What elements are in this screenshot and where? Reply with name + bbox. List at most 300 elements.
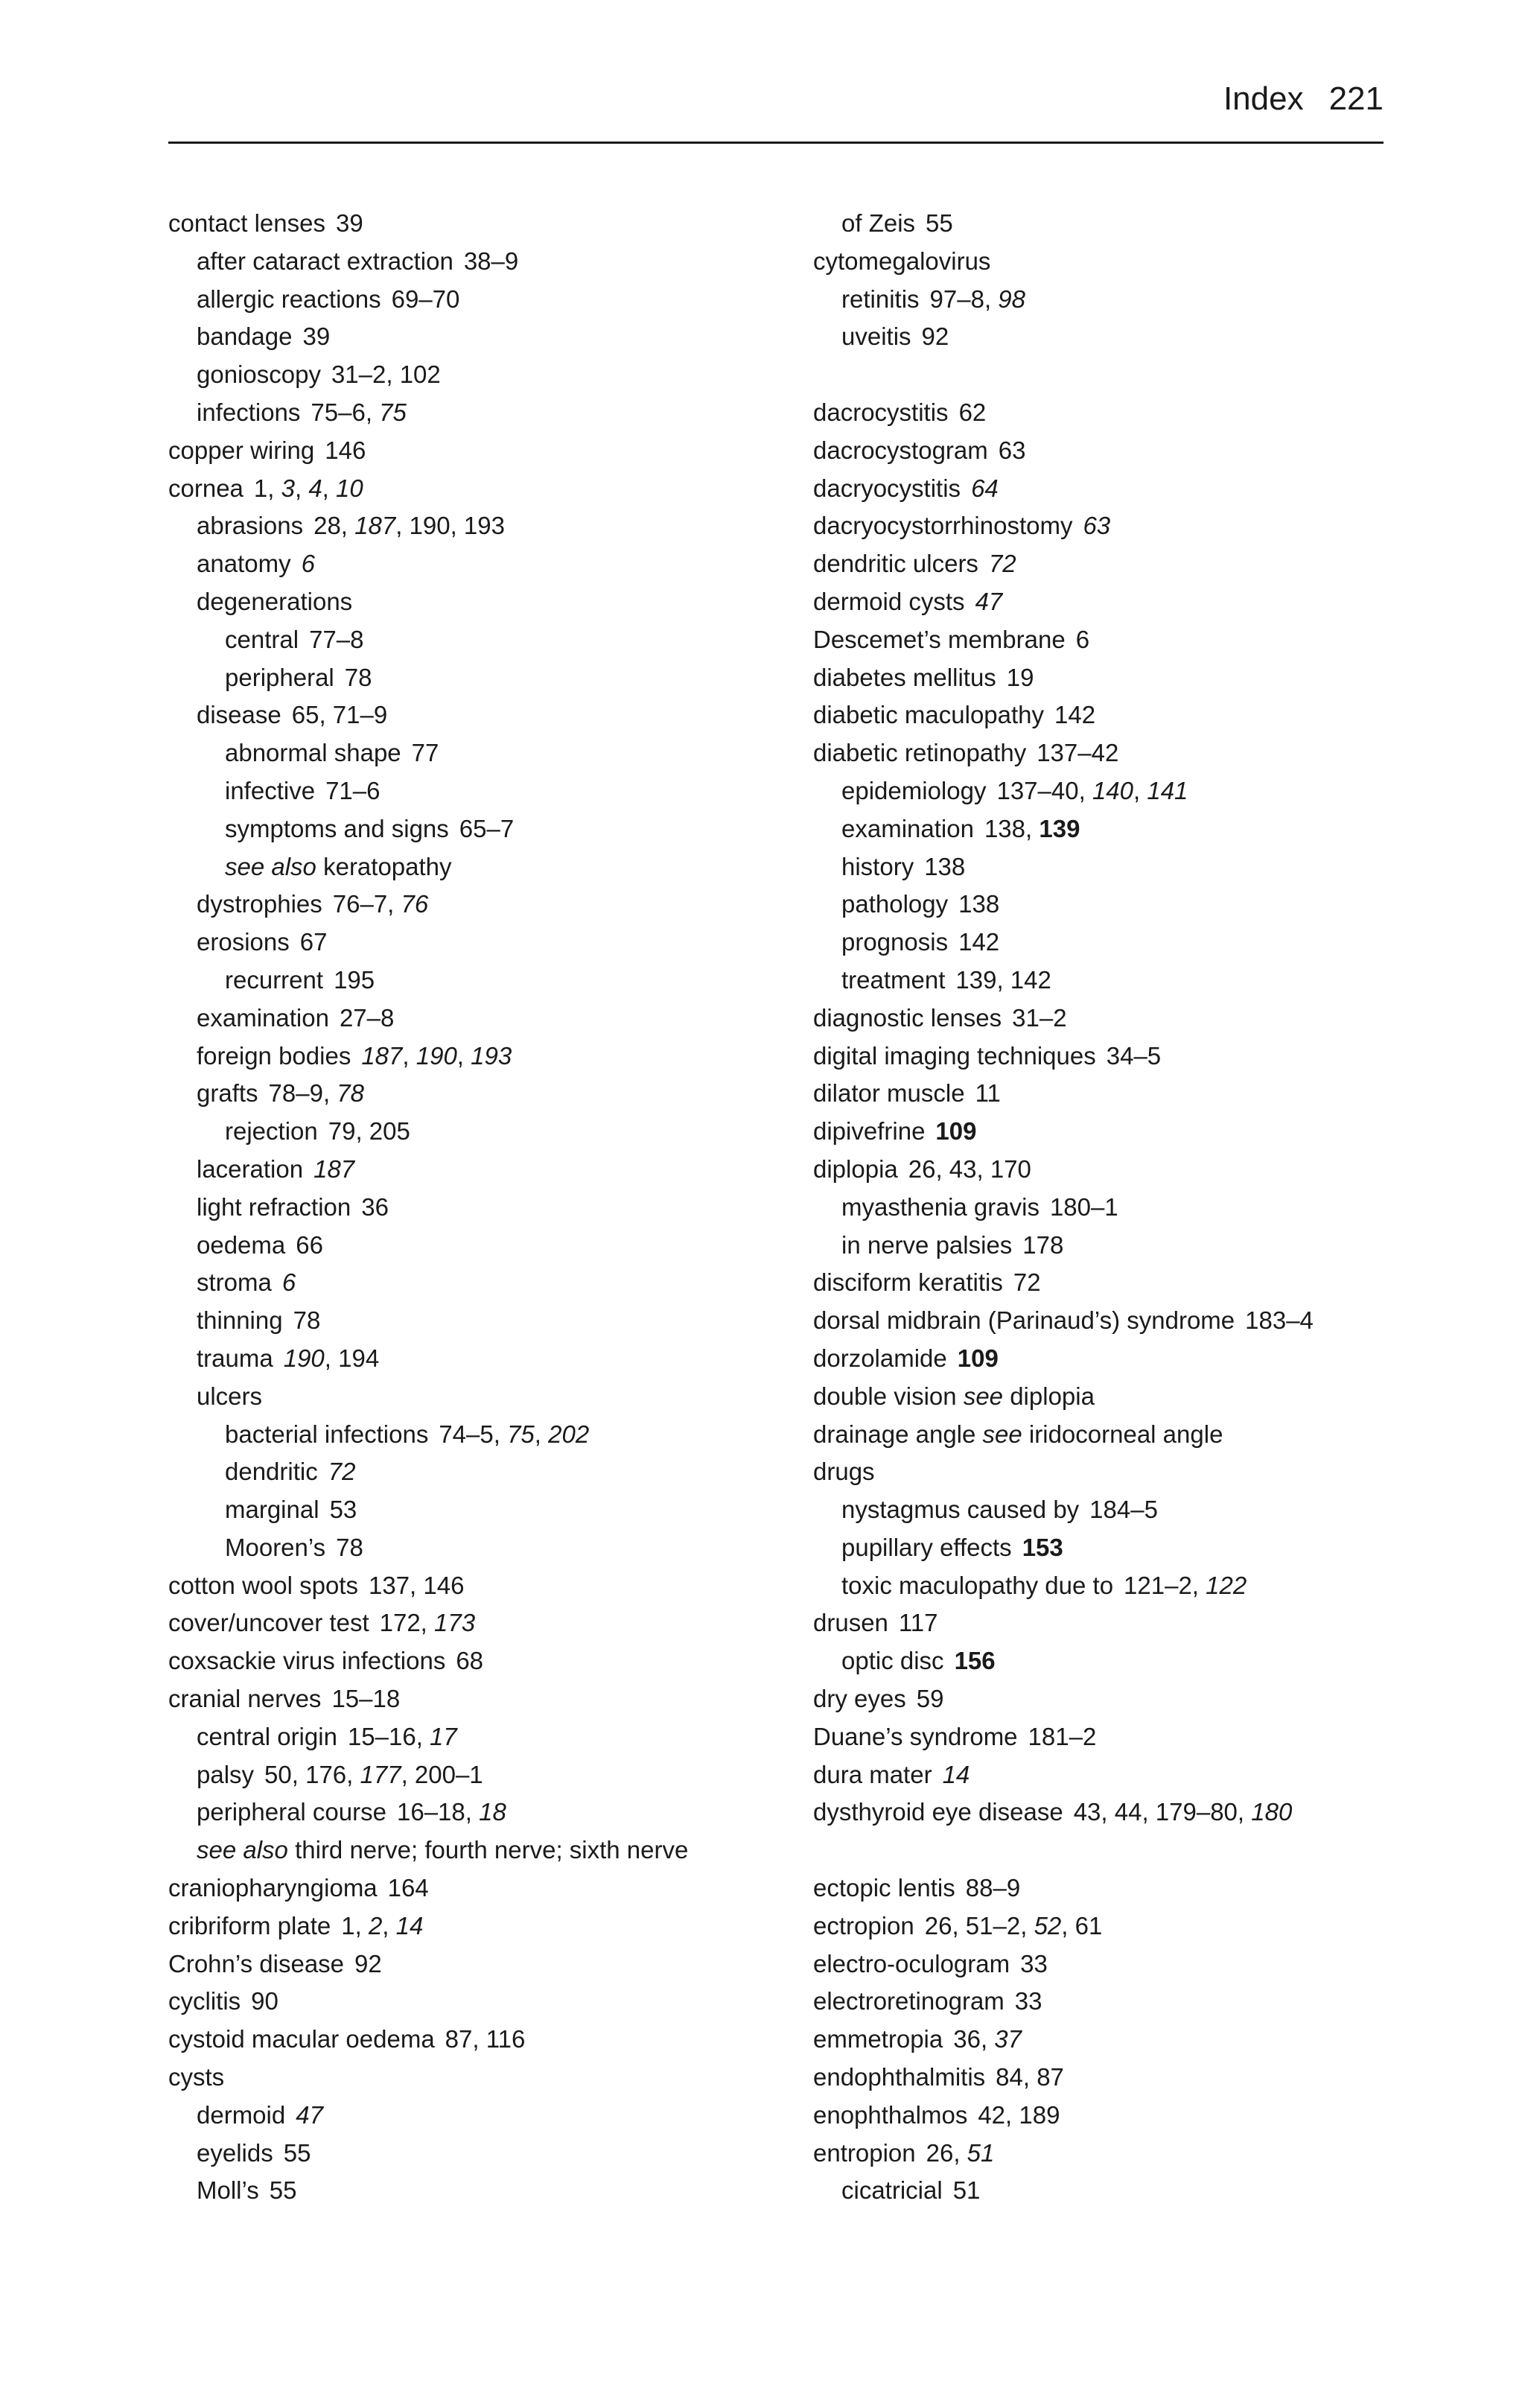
page-ref: 146 (325, 436, 366, 464)
index-subentry (813, 810, 1431, 848)
term-text: infective (225, 776, 316, 804)
page-references (1124, 1572, 1247, 1599)
page-ref: 180–1 (1049, 1192, 1118, 1221)
term-text: dysthyroid eye disease (813, 1798, 1063, 1826)
term-text: uveitis (841, 323, 911, 351)
page-references (439, 1420, 589, 1448)
entry-term (168, 1685, 321, 1712)
entry-term (197, 1836, 688, 1864)
index-subentry (168, 1038, 786, 1076)
entry-term (197, 247, 453, 275)
index-entry (168, 1907, 786, 1945)
page-ref: 50, 176, (264, 1760, 360, 1788)
index-subentry (168, 734, 786, 772)
term-text: examination (841, 814, 974, 842)
entry-term (225, 739, 401, 766)
term-text: see (963, 1382, 1004, 1410)
page-ref: 109 (957, 1344, 999, 1372)
term-text: copper wiring (168, 436, 315, 464)
entry-term (813, 1723, 1018, 1750)
entry-term (841, 1231, 1012, 1259)
index-entry (813, 1000, 1431, 1038)
page-references (333, 890, 428, 918)
entry-term (813, 1004, 1002, 1032)
page-ref: 16–18, (396, 1798, 480, 1826)
term-text: dura mater (813, 1760, 932, 1788)
entry-term (197, 1042, 351, 1070)
entry-term (168, 1912, 331, 1940)
entry-term (813, 1306, 1235, 1334)
term-text: abnormal shape (225, 739, 401, 767)
page-ref: 76 (401, 890, 429, 918)
page-ref: 26, 43, 170 (908, 1154, 1031, 1183)
term-text: nystagmus caused by (841, 1496, 1080, 1524)
page-ref: 33 (1020, 1949, 1048, 1977)
page-references (328, 1458, 356, 1485)
page-references (300, 928, 328, 956)
entry-term (225, 777, 315, 804)
entry-term (813, 1042, 1096, 1070)
index-subentry (813, 1189, 1431, 1227)
page-ref: 39 (302, 323, 331, 351)
index-entry (813, 1113, 1431, 1151)
index-entry (168, 1869, 786, 1907)
entry-term (813, 1685, 906, 1712)
page-ref: 47 (975, 587, 1003, 615)
entry-term (841, 1193, 1040, 1221)
page-references (282, 1268, 296, 1296)
page-references (996, 777, 1188, 804)
page-ref: 187 (313, 1154, 355, 1183)
entry-term (813, 2139, 916, 2167)
page-ref: 98 (998, 285, 1025, 313)
page-references (459, 815, 514, 842)
page-ref: , (382, 1911, 396, 1940)
term-text: Moll’s (197, 2176, 259, 2205)
index-subentry (168, 1491, 786, 1529)
entry-term (813, 2025, 943, 2053)
page-references (251, 1987, 278, 2015)
page-ref: , 190, 193 (395, 512, 505, 540)
index-entry (813, 2021, 1431, 2059)
index-subentry (168, 1302, 786, 1340)
entry-term (813, 1382, 1095, 1410)
page-references (380, 1609, 475, 1636)
page-references (975, 588, 1003, 615)
page-references (899, 1609, 938, 1636)
index-subentry (813, 1227, 1431, 1265)
page-references (1012, 1004, 1066, 1032)
index-entry (813, 734, 1431, 772)
page-references (959, 398, 987, 426)
page-ref: 51 (952, 2176, 981, 2205)
page-ref: 27–8 (339, 1003, 395, 1032)
page-references (1022, 1231, 1063, 1259)
term-text: treatment (841, 965, 946, 994)
page-ref: 1, (341, 1911, 369, 1940)
term-text: dipivefrine (813, 1117, 926, 1146)
index-entry (168, 1983, 786, 2021)
page-references (340, 1004, 394, 1032)
page-references (325, 777, 380, 804)
entry-term (197, 1344, 273, 1372)
page-ref: 67 (299, 928, 328, 956)
index-entry (813, 1907, 1431, 1945)
page-references (361, 1193, 389, 1221)
term-text: myasthenia gravis (841, 1192, 1040, 1221)
term-text: abrasions (197, 512, 304, 540)
page-ref: 59 (916, 1685, 944, 1713)
page-references (445, 2025, 526, 2053)
page-references (924, 853, 965, 880)
page-references (996, 2063, 1064, 2091)
entry-term (841, 1572, 1113, 1599)
page-ref: 74–5, (439, 1420, 508, 1448)
page-ref: 87, 116 (445, 2025, 526, 2053)
term-text: examination (197, 1003, 329, 1032)
index-subentry (168, 696, 786, 734)
entry-term (841, 1534, 1012, 1561)
entry-term (168, 1572, 358, 1599)
page-ref: 183–4 (1245, 1306, 1314, 1335)
entry-term (813, 1761, 932, 1788)
index-entry (813, 394, 1431, 432)
index-entry (168, 2021, 786, 2059)
index-entry (813, 432, 1431, 470)
index-entry (168, 1642, 786, 1680)
page-ref: 172, (379, 1609, 435, 1637)
entry-term (225, 1420, 428, 1448)
term-text: cranial nerves (168, 1685, 322, 1713)
page-references (388, 1874, 429, 1902)
index-entry (813, 1378, 1431, 1416)
page-references (296, 2101, 323, 2129)
term-text: contact lenses (168, 209, 325, 237)
index-entry (168, 470, 786, 508)
entry-term (197, 1004, 329, 1032)
index-subentry (168, 772, 786, 810)
term-text: Duane’s syndrome (813, 1722, 1018, 1750)
page-ref: 88–9 (965, 1874, 1021, 1902)
index-entry (813, 1075, 1431, 1113)
entry-term (168, 436, 314, 464)
page-references (456, 1647, 483, 1674)
index-entry (168, 1567, 786, 1605)
page-references (296, 1231, 323, 1259)
term-text: ectropion (813, 1911, 914, 1940)
entry-term (197, 285, 381, 313)
term-text: double vision (813, 1382, 964, 1410)
entry-term (813, 247, 990, 275)
term-text: dendritic (225, 1458, 318, 1486)
index-column-right (813, 205, 1431, 2210)
page-ref: 187 (361, 1041, 403, 1070)
term-text: infections (197, 398, 301, 426)
page-ref: 180 (1251, 1798, 1293, 1826)
term-text: epidemiology (841, 776, 987, 804)
page-ref: 137–40, (996, 776, 1092, 804)
page-ref: 71–6 (325, 776, 381, 804)
page-references (925, 1912, 1103, 1940)
page-references (392, 285, 460, 313)
page-ref: 42, 189 (978, 2100, 1060, 2129)
term-text: see (982, 1420, 1022, 1448)
page-references (930, 285, 1025, 313)
term-text: history (841, 852, 914, 880)
term-text: see also (225, 852, 316, 880)
page-ref: 72 (988, 550, 1016, 578)
term-text: diagnostic lenses (813, 1003, 1002, 1032)
entry-term (225, 1496, 319, 1523)
entry-term (197, 1306, 283, 1334)
term-text: anatomy (197, 550, 291, 578)
page-ref: 190 (416, 1041, 457, 1070)
page-references (331, 360, 441, 388)
entry-term (841, 777, 986, 804)
page-references (293, 1306, 321, 1334)
index-subentry (813, 1491, 1431, 1529)
term-text: dorsal midbrain (Parinaud’s) syndrome (813, 1306, 1235, 1335)
page-references (397, 1798, 506, 1826)
index-entry (813, 1604, 1431, 1642)
page-ref: 109 (935, 1117, 977, 1146)
term-text: emmetropia (813, 2025, 943, 2053)
entry-term (168, 2063, 224, 2091)
term-text: central origin (197, 1722, 337, 1750)
entry-term (841, 2176, 943, 2204)
term-text: cornea (168, 474, 243, 502)
page-ref: 138, (984, 814, 1040, 842)
index-entry (813, 1151, 1431, 1189)
page-ref: 28, (313, 512, 355, 540)
page-ref: 69–70 (391, 285, 460, 313)
index-entry (168, 1945, 786, 1983)
page-references (922, 323, 949, 350)
term-text: dacrocystitis (813, 398, 949, 426)
page-ref: 140 (1092, 776, 1133, 804)
index-subentry (168, 1378, 786, 1416)
entry-term (813, 550, 978, 577)
index-entry (168, 205, 786, 243)
page-ref: 137–42 (1037, 739, 1119, 767)
term-text: dendritic ulcers (813, 550, 978, 578)
blank-line (813, 1832, 1431, 1869)
page-ref: , (294, 474, 309, 502)
term-text: grafts (197, 1079, 258, 1108)
term-text: prognosis (841, 928, 949, 956)
entry-term (168, 474, 243, 502)
page-ref: 142 (1054, 701, 1096, 729)
index-entry (168, 1680, 786, 1718)
index-subentry (168, 2135, 786, 2173)
term-text: central (225, 625, 299, 653)
term-text: dermoid cysts (813, 587, 965, 615)
entry-term (813, 1079, 965, 1107)
index-entry (168, 1604, 786, 1642)
page-ref: 164 (387, 1874, 429, 1902)
page-references (302, 323, 330, 350)
index-entry (813, 1416, 1431, 1454)
page-ref: 18 (479, 1798, 506, 1826)
page-header (168, 80, 1384, 144)
page-ref: 72 (328, 1458, 356, 1486)
index-subentry (168, 356, 786, 394)
page-ref: 68 (456, 1647, 484, 1675)
index-entry (813, 1302, 1431, 1340)
entry-term (841, 966, 945, 994)
term-text: laceration (197, 1154, 304, 1183)
index-subentry (168, 886, 786, 924)
page-ref: 31–2, 102 (331, 360, 441, 389)
page-ref: , 200–1 (401, 1760, 483, 1788)
index-subentry (168, 1832, 786, 1869)
entry-term (197, 1798, 386, 1826)
page-references (336, 1534, 363, 1561)
term-text: diabetic retinopathy (813, 739, 1027, 767)
term-text: allergic reactions (197, 285, 381, 313)
page-references (1107, 1042, 1161, 1070)
index-entry (813, 659, 1431, 697)
entry-term (841, 209, 915, 237)
index-subentry (813, 1642, 1431, 1680)
index-subentry (813, 2172, 1431, 2210)
term-text: electro-oculogram (813, 1949, 1010, 1977)
page-ref: 77–8 (309, 625, 364, 653)
page-references (926, 209, 953, 237)
entry-term (197, 2101, 285, 2129)
term-text: palsy (197, 1760, 255, 1788)
page-ref: 11 (975, 1079, 1001, 1108)
entry-term (225, 626, 299, 653)
term-text: dacrocystogram (813, 436, 988, 464)
index-subentry (813, 886, 1431, 924)
page-ref: 97–8, (929, 285, 999, 313)
page-references (412, 739, 439, 766)
page-references (975, 1079, 1001, 1107)
term-text: erosions (197, 928, 290, 956)
term-text: recurrent (225, 965, 324, 994)
page-references (953, 2176, 981, 2204)
term-text: see also (197, 1836, 288, 1864)
page-references (341, 1912, 423, 1940)
entry-term (197, 1723, 337, 1750)
term-text: cotton wool spots (168, 1571, 358, 1599)
index-entry (813, 1945, 1431, 1983)
page-ref: , 194 (324, 1344, 380, 1372)
page-ref: 195 (334, 965, 375, 994)
entry-term (813, 474, 961, 502)
page-ref: 76–7, (332, 890, 401, 918)
running-title: Index (1223, 80, 1304, 117)
page-references (325, 436, 366, 464)
page-ref: 193 (471, 1041, 512, 1070)
term-text: diabetic maculopathy (813, 701, 1045, 729)
index-subentry (168, 1113, 786, 1151)
index-entry (168, 432, 786, 470)
entry-term (197, 928, 290, 956)
index-subentry (168, 1151, 786, 1189)
page-references (1013, 1268, 1041, 1296)
page-references (1074, 1798, 1293, 1826)
entry-term (813, 1987, 1005, 2015)
entry-term (841, 815, 974, 842)
page-ref: 37 (994, 2025, 1022, 2053)
page-references (1050, 1193, 1118, 1221)
term-text: dacryocystorrhinostomy (813, 512, 1073, 540)
term-text: cribriform plate (168, 1911, 331, 1940)
entry-term (225, 853, 452, 880)
index-subentry (168, 1000, 786, 1038)
page-references (264, 1761, 483, 1788)
entry-term (813, 512, 1072, 539)
page-references (354, 1950, 382, 1977)
page-ref: , (456, 1041, 471, 1070)
entry-term (813, 1155, 898, 1183)
page-references (908, 1155, 1031, 1183)
page-references (311, 398, 406, 426)
index-subentry (813, 962, 1431, 1000)
entry-term (197, 1761, 254, 1788)
term-text: drugs (813, 1458, 875, 1486)
entry-term (813, 1117, 925, 1145)
entry-term (225, 966, 323, 994)
term-text: stroma (197, 1268, 272, 1297)
page-ref: 17 (430, 1722, 457, 1750)
entry-term (197, 1079, 258, 1107)
term-text: trauma (197, 1344, 273, 1372)
index-entry (813, 2135, 1431, 2173)
term-text: peripheral course (197, 1798, 386, 1826)
term-text: pathology (841, 890, 949, 918)
entry-term (841, 285, 920, 313)
term-text: drusen (813, 1609, 888, 1637)
index-subentry (168, 2097, 786, 2135)
page-references (254, 474, 363, 502)
page-ref: 121–2, (1124, 1571, 1206, 1599)
index-subentry (813, 924, 1431, 962)
index-subentry (168, 2172, 786, 2210)
page-ref: 31–2 (1012, 1003, 1067, 1032)
page-ref: 4 (308, 474, 322, 502)
index-entry (813, 545, 1431, 583)
page-ref: , 61 (1061, 1911, 1103, 1940)
term-text: in nerve palsies (841, 1230, 1013, 1259)
page-ref: 184–5 (1089, 1496, 1158, 1524)
page-ref: 139 (1039, 814, 1080, 842)
page-ref: 14 (942, 1760, 970, 1788)
page-ref: 178 (1022, 1230, 1064, 1259)
page-ref: 6 (301, 550, 315, 578)
entry-term (225, 815, 449, 842)
page-ref: 51 (967, 2138, 995, 2167)
entry-term (197, 1231, 285, 1259)
index-subentry (813, 1567, 1431, 1605)
page-references (284, 2139, 311, 2167)
term-text: Crohn’s disease (168, 1949, 345, 1977)
page-ref: 26, (926, 2138, 967, 2167)
entry-term (813, 398, 949, 426)
term-text: third nerve; fourth nerve; sixth nerve (287, 1836, 689, 1864)
index-subentry (168, 621, 786, 659)
term-text: dry eyes (813, 1685, 906, 1713)
index-entry (813, 1794, 1431, 1832)
term-text: degenerations (197, 587, 353, 615)
page-ref: , (1133, 776, 1147, 804)
page-references (999, 436, 1026, 464)
page-ref: 10 (336, 474, 363, 502)
entry-term (197, 1382, 262, 1410)
page-ref: 190 (283, 1344, 325, 1372)
